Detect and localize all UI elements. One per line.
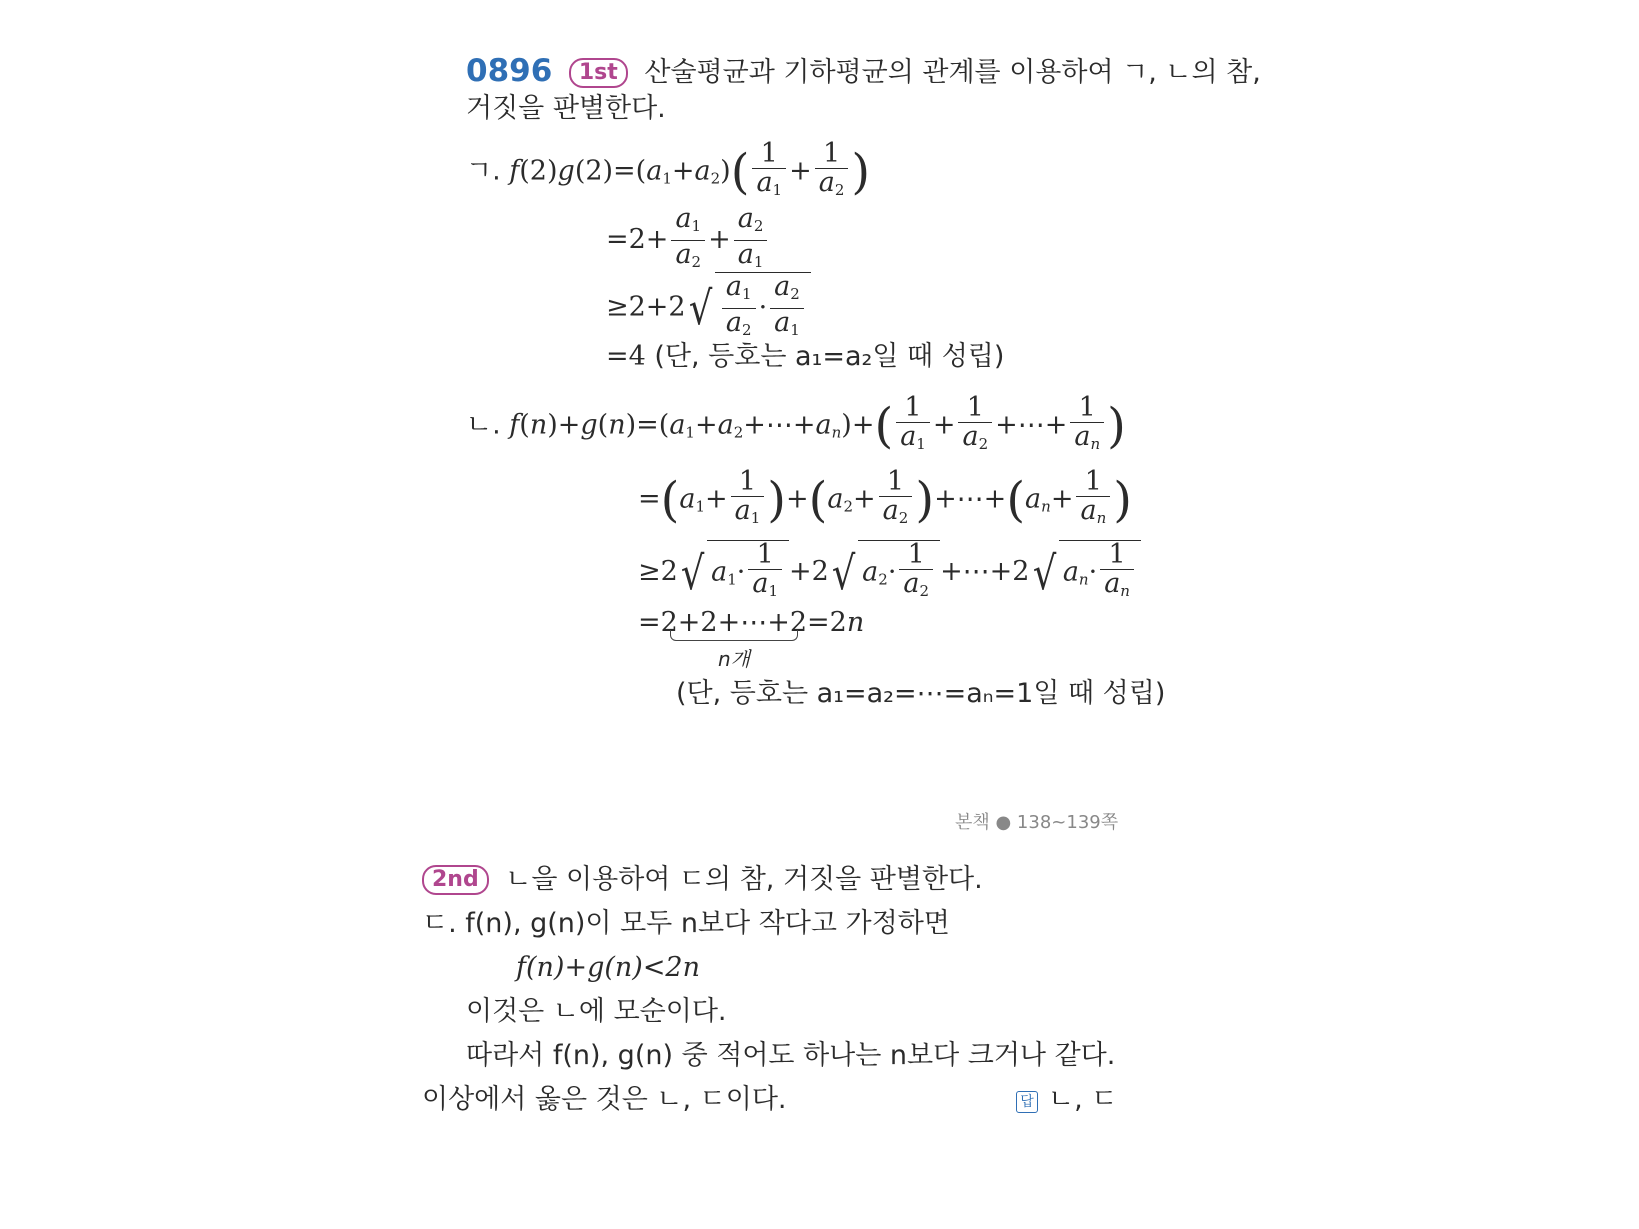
page-reference: 본책 ● 138~139쪽 [955,812,1119,833]
da-line-3: 이것은 ㄴ에 모순이다. [466,996,727,1027]
conclusion: 이상에서 옳은 것은 ㄴ, ㄷ이다. [422,1084,787,1115]
na-line-3: ≥2√ $a_1\cdot$ $\frac{1}{a_1}$ +2√ $a_2\cdot$ $\frac{1}{a_2}$ +⋯+2√ $a_n\cdot$ $\frac{1}{a_n}$ [638,540,1141,605]
da-label: ㄷ. [422,908,457,939]
na-condition: (단, 등호는 a₁=a₂=⋯=aₙ=1일 때 성립) [676,678,1166,709]
step1-badge: 1st [569,58,628,88]
step1-line [466,54,1261,90]
answer-icon: 답 [1016,1091,1038,1113]
ga-label: ㄱ. [466,155,501,187]
ga-line-1: ㄱ. $f(2)g(2)=(a_1+a_2)$( $\frac{1}{a_1}$ + $\frac{1}{a_2}$ ) [466,138,871,200]
ga-line-4: =4 (단, 등호는 a₁=a₂일 때 성립) [606,341,1005,372]
brace-label: n개 [718,647,750,671]
step2-badge: 2nd [422,865,489,895]
na-label: ㄴ. [466,409,501,441]
ga-condition: (단, 등호는 a₁=a₂일 때 성립) [654,341,1005,372]
step1-text: 산술평균과 기하평균의 관계를 이용하여 ㄱ, ㄴ의 참, [644,57,1261,88]
step1-text-2: 거짓을 판별한다. [466,93,666,124]
na-line-4: =2+2+⋯+2=2n [638,607,865,638]
answer-text: ㄴ, ㄷ [1048,1084,1118,1115]
da-line-4: 따라서 f(n), g(n) 중 적어도 하나는 n보다 크거나 같다. [466,1040,1116,1071]
step2-line [422,863,983,897]
ga-line-3: ≥2+2√ $\frac{a_1}{a_2}$ · $\frac{a_2}{a_1}$ [606,272,811,344]
na-line-2: $=(a_1+$ $\frac{1}{a_1}$ )$+(a_2+$ $\frac{1}{a_2}$ )$+\cdots+(a_n+$ $\frac{1}{a_n}$ ) [638,466,1132,528]
da-line-1 [422,907,950,941]
da-text: f(n), g(n)이 모두 n보다 작다고 가정하면 [465,908,950,939]
step2-text: ㄴ을 이용하여 ㄷ의 참, 거짓을 판별한다. [505,864,983,895]
answer [1016,1083,1117,1117]
problem-number: 0896 [466,53,553,89]
ga-line-2: =2+ $\frac{a_1}{a_2}$ + $\frac{a_2}{a_1}$ [606,205,770,276]
da-inequality: f(n)+g(n)<2n [516,952,701,983]
na-line-1: ㄴ. $f(n)+g(n)=(a_1+a_2+\cdots+a_n)+$( $\frac{1}{a_1}$ + $\frac{1}{a_2}$ +⋯+ $\frac{1}{a_n}$ ) [466,392,1126,454]
underbrace [670,630,798,641]
